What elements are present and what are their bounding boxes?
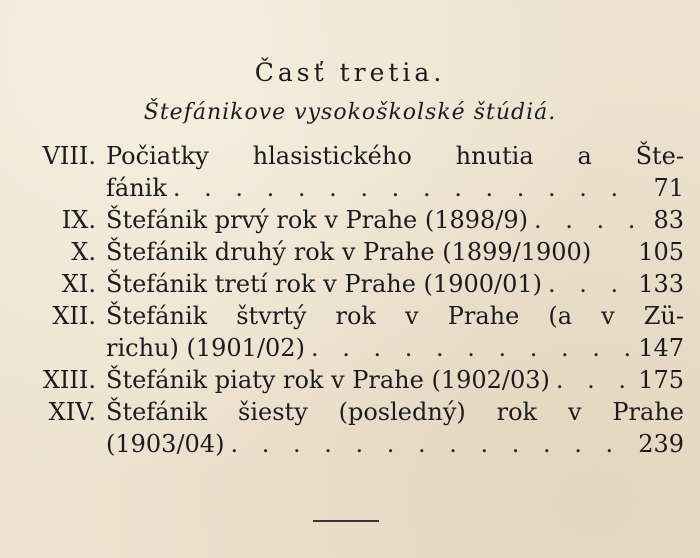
chapter-title-line: Štefánik piaty rok v Prahe (1902/03) — [106, 366, 550, 394]
chapter-number: VIII. — [42, 142, 96, 170]
chapter-number: X. — [71, 238, 96, 266]
dot-leader — [224, 428, 634, 460]
page-number: 175 — [638, 366, 684, 394]
chapter-number: XII. — [52, 302, 96, 330]
chapter-title-line: Štefánik prvý rok v Prahe (1898/9) — [106, 206, 529, 234]
chapter-title-line: Štefánik štvrtý rok v Prahe (a v Zü- — [106, 302, 684, 330]
chapter-title — [106, 300, 684, 364]
chapter-title — [106, 204, 684, 236]
page-number: 71 — [653, 174, 684, 202]
page-number: 83 — [653, 206, 684, 234]
toc-entry — [14, 236, 684, 268]
chapter-title — [106, 364, 684, 396]
chapter-title — [106, 236, 684, 268]
chapter-title-line: richu) (1901/02) — [106, 334, 305, 362]
chapter-title — [106, 268, 684, 300]
dot-leader — [167, 172, 644, 204]
toc-entry — [14, 268, 684, 300]
toc-entry — [14, 300, 684, 364]
chapter-title-line: fánik — [106, 174, 167, 202]
page-number: 133 — [638, 270, 684, 298]
chapter-title — [106, 140, 684, 204]
chapter-title-line: Štefánik tretí rok v Prahe (1900/01) — [106, 270, 542, 298]
toc-entry — [14, 396, 684, 460]
dot-leader — [528, 204, 644, 236]
toc-entry — [14, 364, 684, 396]
chapter-title — [106, 396, 684, 460]
chapter-title-line: Štefánik druhý rok v Prahe (1899/1900) — [106, 238, 592, 266]
toc-entry — [14, 204, 684, 236]
dot-leader — [542, 268, 634, 300]
closing-rule — [313, 520, 379, 522]
chapter-number: IX. — [61, 206, 96, 234]
page-number: 239 — [638, 430, 684, 458]
chapter-number: XIII. — [42, 366, 96, 394]
chapter-title-line: Štefánik šiesty (posledný) rok v Prahe — [106, 398, 684, 426]
chapter-number: XIV. — [48, 398, 96, 426]
chapter-number: XI. — [61, 270, 96, 298]
page-number: 105 — [638, 238, 684, 266]
page-number: 147 — [638, 334, 684, 362]
table-of-contents — [14, 140, 684, 460]
dot-leader — [305, 332, 634, 364]
dot-leader — [550, 364, 634, 396]
chapter-title-line: Počiatky hlasistického hnutia a Šte- — [106, 142, 684, 170]
toc-entry — [14, 140, 684, 204]
part-subtitle: Štefánikove vysokoškolské štúdiá. — [143, 100, 557, 125]
chapter-title-line: (1903/04) — [106, 430, 225, 458]
part-title: Časť tretia. — [254, 58, 446, 87]
